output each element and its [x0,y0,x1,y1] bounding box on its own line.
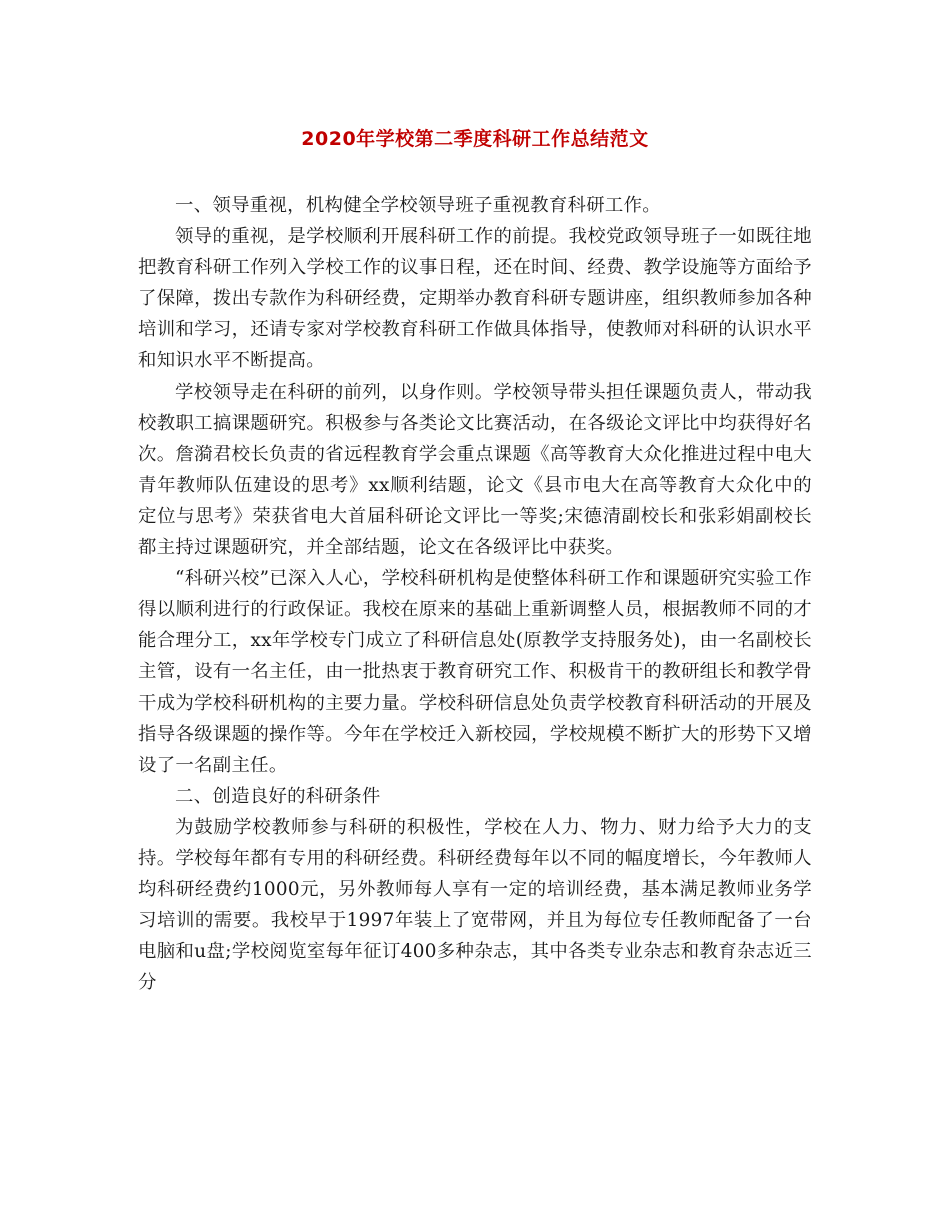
document-title: 2020年学校第二季度科研工作总结范文 [301,128,649,150]
section-heading-1: 一、领导重视，机构健全学校领导班子重视教育科研工作。 [175,195,661,216]
section-heading-2: 二、创造良好的科研条件 [175,785,381,807]
body-paragraph: 为鼓励学校教师参与科研的积极性，学校在人力、物力、财力给予大力的支持。学校每年都有专用的科研经费。科研经费每年以不同的幅度增长，今年教师人均科研经费约1000元，另外教师每人享有一定的培训经费，基本满足教师业务学习培训的需要。我校早于1997年装上了宽带网，并且为每位专任教师配备了一台电脑和u盘;学校阅览室每年征订400多种杂志，其中各类专业杂志和教育杂志近三分 [138,816,812,994]
body-paragraph: “科研兴校”已深入人心，学校科研机构是使整体科研工作和课题研究实验工作得以顺利进行的行政保证。我校在原来的基础上重新调整人员，根据教师不同的才能合理分工，xx年学校专门成立了科研信息处(原教学支持服务处)，由一名副校长主管，设有一名主任，由一批热衷于教育研究工作、积极肯干的教研组长和教学骨干成为学校科研机构的主要力量。学校科研信息处负责学校教育科研活动的开展及指导各级课题的操作等。今年在学校迁入新校园，学校规模不断扩大的形势下又增设了一名副主任。 [138,568,812,776]
document-body [138,190,812,998]
body-paragraph: 领导的重视，是学校顺利开展科研工作的前提。我校党政领导班子一如既往地把教育科研工作列入学校工作的议事日程，还在时间、经费、教学设施等方面给予了保障，拨出专款作为科研经费，定期举办教育科研专题讲座，组织教师参加各种培训和学习，还请专家对学校教育科研工作做具体指导，使教师对科研的认识水平和知识水平不断提高。 [138,226,812,372]
body-paragraph: 学校领导走在科研的前列，以身作则。学校领导带头担任课题负责人，带动我校教职工搞课题研究。积极参与各类论文比赛活动，在各级论文评比中均获得好名次。詹漪君校长负责的省远程教育学会重点课题《高等教育大众化推进过程中电大青年教师队伍建设的思考》xx顺利结题，论文《县市电大在高等教育大众化中的定位与思考》荣获省电大首届科研论文评比一等奖;宋德清副校长和张彩娟副校长都主持过课题研究，并全部结题，论文在各级评比中获奖。 [138,381,812,559]
